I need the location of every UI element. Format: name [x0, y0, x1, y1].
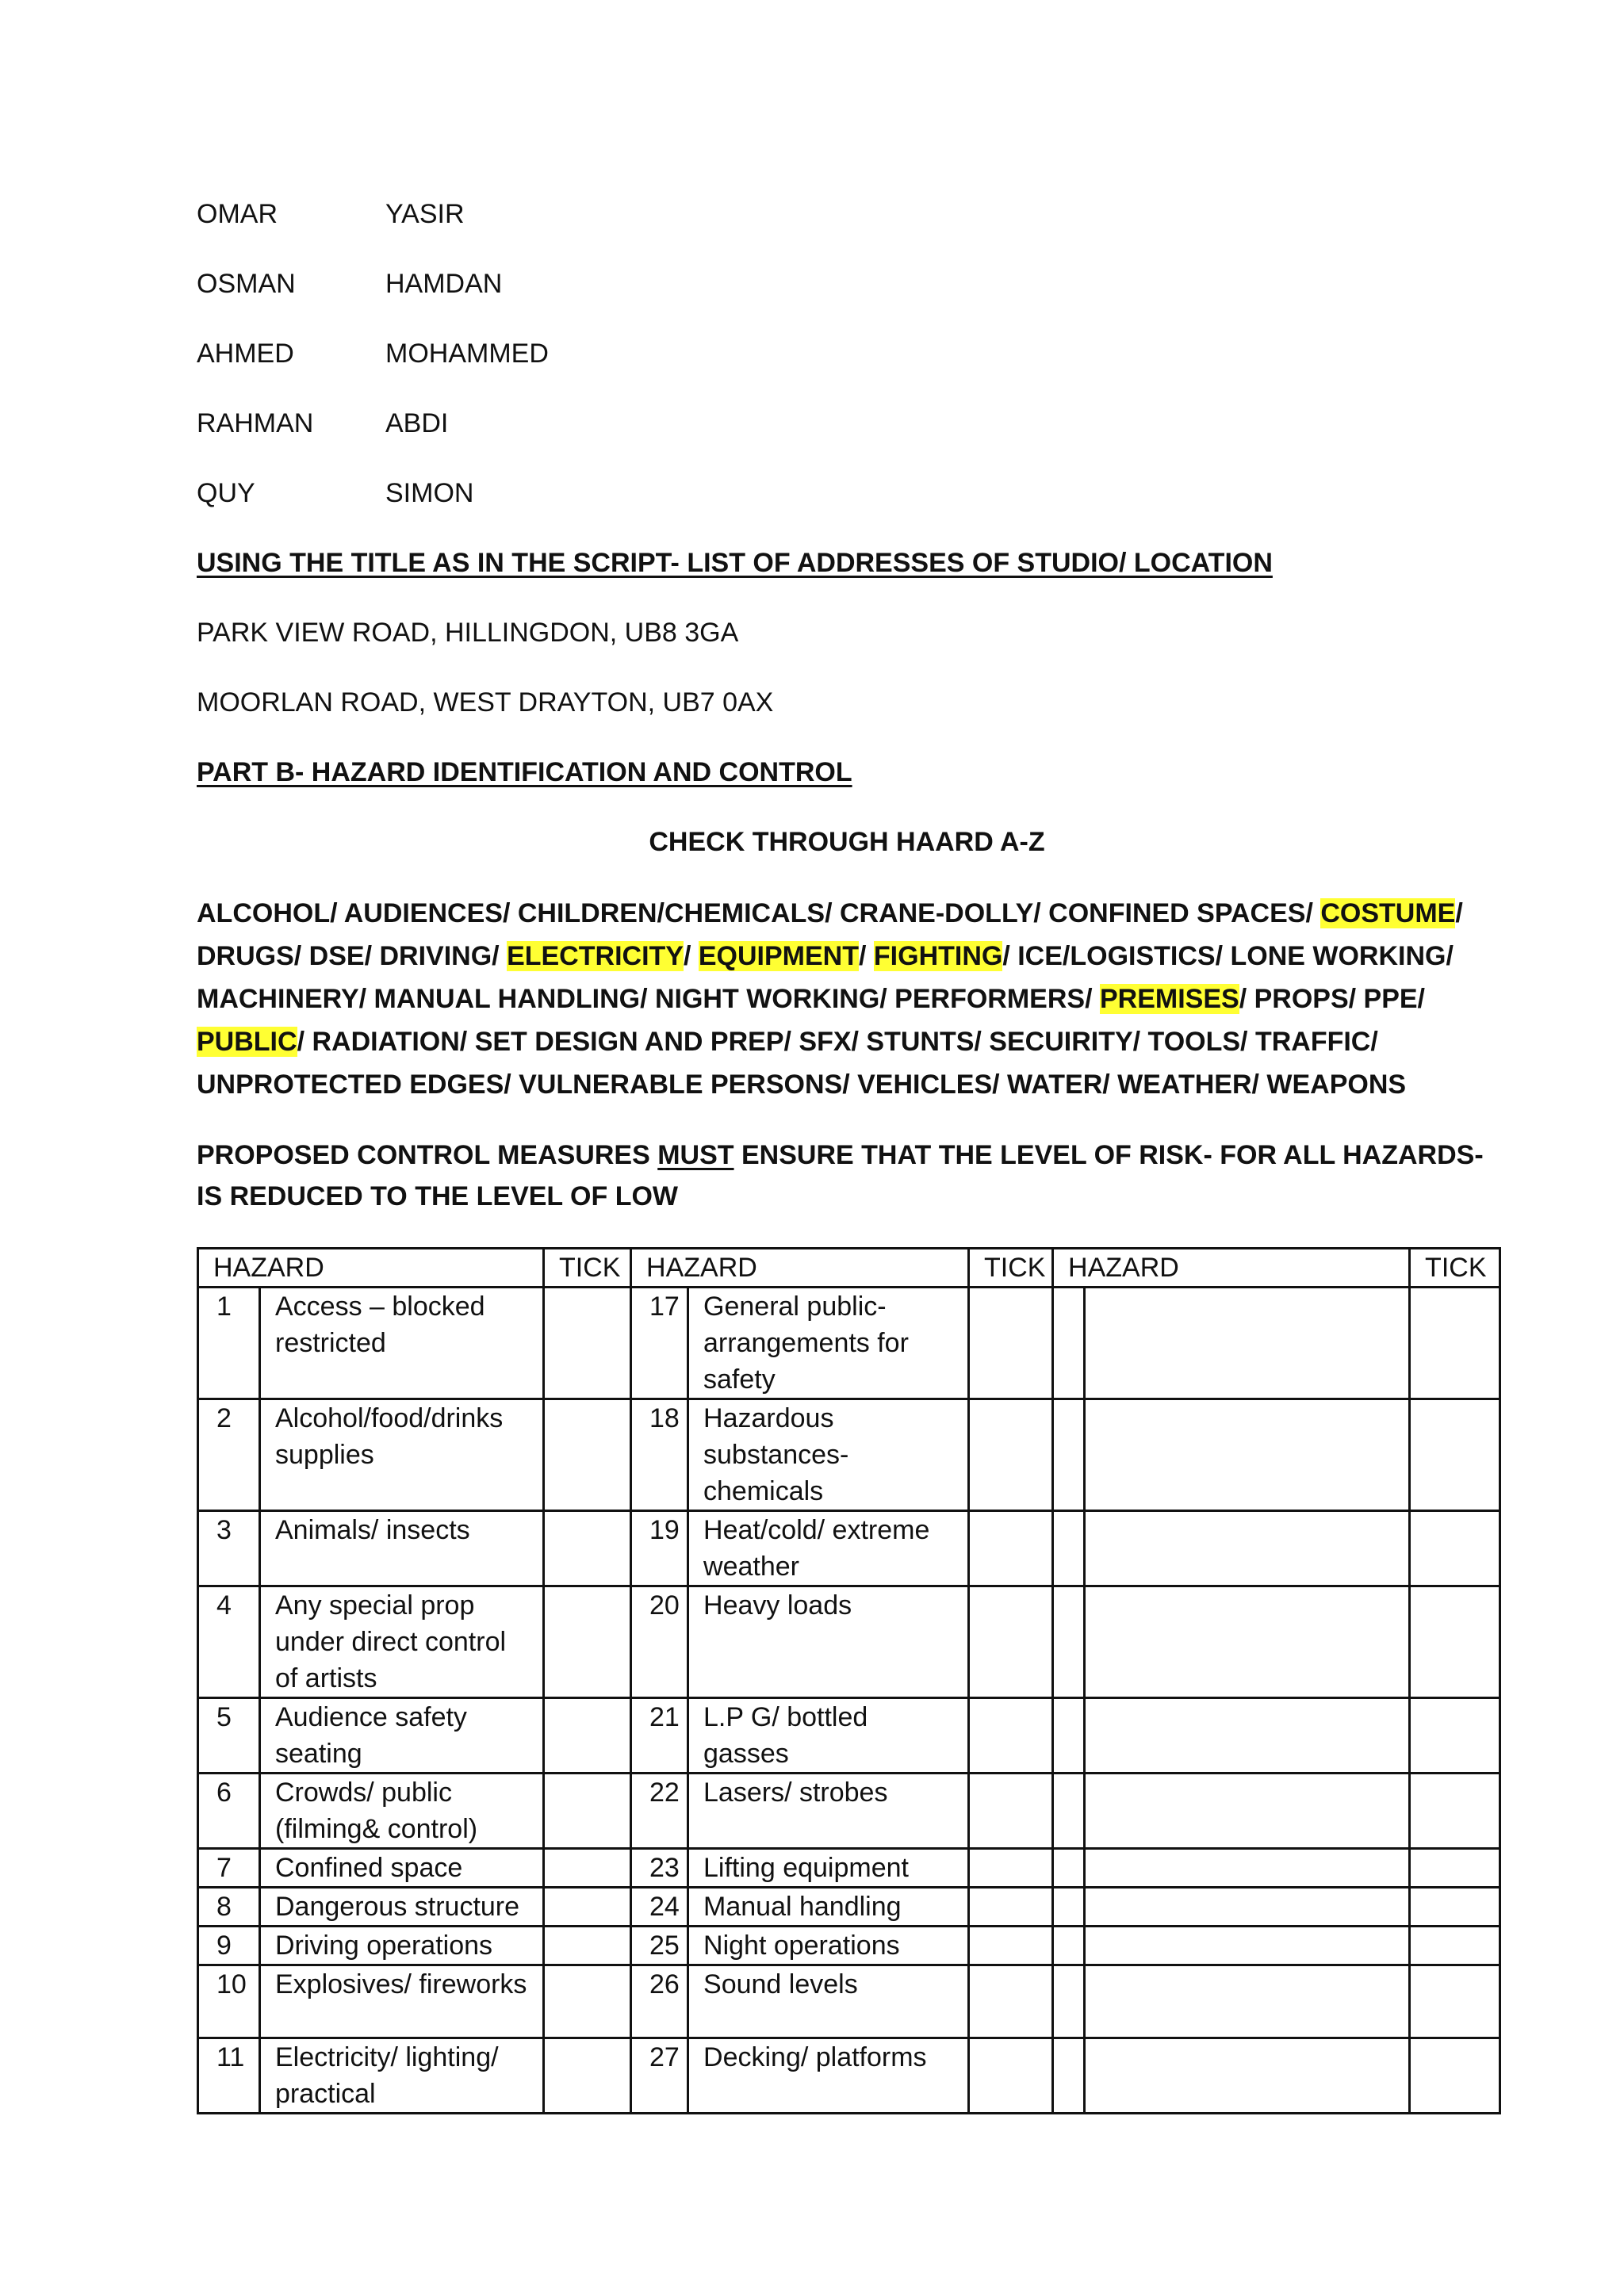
tick-cell[interactable] — [1410, 1698, 1500, 1774]
hazard-name: Electricity/ lighting/ practical — [260, 2038, 544, 2114]
tick-cell[interactable] — [1410, 1965, 1500, 2038]
highlighted-hazard: FIGHTING — [873, 941, 1003, 971]
last-name: MOHAMMED — [385, 339, 549, 369]
hazard-text: / DRUGS/ DSE/ DRIVING/ — [197, 898, 1463, 971]
first-name: RAHMAN — [197, 408, 314, 438]
highlighted-hazard: EQUIPMENT — [698, 941, 859, 971]
tick-cell[interactable] — [544, 1586, 631, 1698]
table-row — [198, 1849, 1500, 1888]
first-name: AHMED — [197, 339, 294, 369]
address-line: MOORLAN ROAD, WEST DRAYTON, UB7 0AX — [197, 687, 774, 718]
document-page — [197, 194, 1497, 2114]
tick-cell[interactable] — [1410, 1399, 1500, 1511]
table-row — [198, 1965, 1500, 2038]
tick-column-header: TICK — [969, 1249, 1053, 1288]
hazard-number: 25 — [631, 1927, 688, 1965]
hazard-name: Any special prop under direct control of artists — [260, 1586, 544, 1698]
tick-cell[interactable] — [544, 1849, 631, 1888]
tick-cell[interactable] — [1410, 1288, 1500, 1399]
part-b-heading: PART B- HAZARD IDENTIFICATION AND CONTROL — [197, 757, 852, 787]
hazard-name — [1085, 1927, 1410, 1965]
hazard-name — [1085, 1774, 1410, 1849]
hazard-name: Animals/ insects — [260, 1511, 544, 1586]
hazard-name: Driving operations — [260, 1927, 544, 1965]
tick-cell[interactable] — [544, 1965, 631, 2038]
hazard-name — [1085, 1698, 1410, 1774]
hazard-number: 11 — [198, 2038, 260, 2114]
hazard-text: ALCOHOL/ AUDIENCES/ CHILDREN/CHEMICALS/ CRANE-DOLLY/ CONFINED SPACES/ — [197, 898, 1321, 928]
hazard-number: 2 — [198, 1399, 260, 1511]
tick-column-header: TICK — [544, 1249, 631, 1288]
tick-cell[interactable] — [969, 2038, 1053, 2114]
hazard-name: Manual handling — [688, 1888, 969, 1927]
tick-cell[interactable] — [544, 2038, 631, 2114]
hazard-name: Sound levels — [688, 1965, 969, 2038]
hazard-number: 9 — [198, 1927, 260, 1965]
hazard-number: 17 — [631, 1288, 688, 1399]
hazard-number — [1053, 1586, 1085, 1698]
tick-cell[interactable] — [544, 1888, 631, 1927]
tick-cell[interactable] — [1410, 2038, 1500, 2114]
hazard-name — [1085, 1399, 1410, 1511]
tick-cell[interactable] — [969, 1849, 1053, 1888]
tick-cell[interactable] — [969, 1399, 1053, 1511]
hazard-number — [1053, 1698, 1085, 1774]
hazard-column-header: HAZARD — [198, 1249, 544, 1288]
hazard-name — [1085, 1511, 1410, 1586]
hazard-number — [1053, 1511, 1085, 1586]
tick-cell[interactable] — [1410, 1849, 1500, 1888]
tick-cell[interactable] — [969, 1288, 1053, 1399]
hazard-name: Heat/cold/ extreme weather — [688, 1511, 969, 1586]
hazard-number — [1053, 1965, 1085, 2038]
address-line: PARK VIEW ROAD, HILLINGDON, UB8 3GA — [197, 618, 739, 648]
tick-column-header: TICK — [1410, 1249, 1500, 1288]
table-row — [198, 1586, 1500, 1698]
hazard-a-z-list — [197, 892, 1497, 1106]
first-name: QUY — [197, 478, 255, 508]
hazard-number: 26 — [631, 1965, 688, 2038]
hazard-column-header: HAZARD — [631, 1249, 969, 1288]
hazard-number: 5 — [198, 1698, 260, 1774]
hazard-text: / RADIATION/ SET DESIGN AND PREP/ SFX/ STUNTS/ SECUIRITY/ TOOLS/ TRAFFIC/ UNPROTECTED EDGES/ VULNERABLE PERSONS/ VEHICLES/ WATER/ WEATHER/ WEAPONS — [197, 1027, 1407, 1100]
table-row — [198, 2038, 1500, 2114]
hazard-number: 10 — [198, 1965, 260, 2038]
tick-cell[interactable] — [969, 1511, 1053, 1586]
hazard-name — [1085, 1288, 1410, 1399]
first-name: OSMAN — [197, 269, 296, 299]
hazard-number: 7 — [198, 1849, 260, 1888]
hazard-number — [1053, 1288, 1085, 1399]
name-row — [197, 473, 1497, 543]
hazard-column-header: HAZARD — [1053, 1249, 1410, 1288]
tick-cell[interactable] — [544, 1511, 631, 1586]
hazard-number — [1053, 1888, 1085, 1927]
hazard-number — [1053, 1399, 1085, 1511]
hazard-number: 22 — [631, 1774, 688, 1849]
hazard-name — [1085, 1888, 1410, 1927]
hazard-number: 4 — [198, 1586, 260, 1698]
hazard-number: 24 — [631, 1888, 688, 1927]
tick-cell[interactable] — [1410, 1586, 1500, 1698]
hazard-name — [1085, 1586, 1410, 1698]
hazard-number — [1053, 1774, 1085, 1849]
tick-cell[interactable] — [544, 1774, 631, 1849]
hazard-name: Night operations — [688, 1927, 969, 1965]
hazard-number: 8 — [198, 1888, 260, 1927]
tick-cell[interactable] — [969, 1965, 1053, 2038]
name-row — [197, 334, 1497, 404]
tick-cell[interactable] — [1410, 1774, 1500, 1849]
hazard-name: Alcohol/food/drinks supplies — [260, 1399, 544, 1511]
hazard-number: 20 — [631, 1586, 688, 1698]
names-list — [197, 194, 1497, 543]
hazard-name: Hazardous substances- chemicals — [688, 1399, 969, 1511]
highlighted-hazard: ELECTRICITY — [507, 941, 684, 971]
hazard-name — [1085, 1965, 1410, 2038]
hazard-name: Crowds/ public (filming& control) — [260, 1774, 544, 1849]
table-row — [198, 1511, 1500, 1586]
hazard-name: Access – blocked restricted — [260, 1288, 544, 1399]
hazard-number: 6 — [198, 1774, 260, 1849]
hazard-name — [1085, 1849, 1410, 1888]
hazard-number: 21 — [631, 1698, 688, 1774]
tick-cell[interactable] — [969, 1774, 1053, 1849]
table-row — [198, 1888, 1500, 1927]
tick-cell[interactable] — [969, 1888, 1053, 1927]
table-row — [198, 1399, 1500, 1511]
tick-cell[interactable] — [544, 1927, 631, 1965]
addresses-heading: USING THE TITLE AS IN THE SCRIPT- LIST OF ADDRESSES OF STUDIO/ LOCATION — [197, 548, 1273, 578]
last-name: YASIR — [385, 199, 465, 229]
hazard-name: General public- arrangements for safety — [688, 1288, 969, 1399]
hazard-name: Audience safety seating — [260, 1698, 544, 1774]
tick-cell[interactable] — [969, 1927, 1053, 1965]
last-name: SIMON — [385, 478, 474, 508]
name-row — [197, 264, 1497, 334]
must-emphasis: MUST — [657, 1140, 734, 1170]
statement-text: ENSURE THAT THE LEVEL OF RISK- FOR ALL HAZARDS- IS REDUCED TO THE LEVEL OF LOW — [197, 1140, 1484, 1211]
hazard-name: Heavy loads — [688, 1586, 969, 1698]
table-header-row — [198, 1249, 1500, 1288]
highlighted-hazard: PUBLIC — [197, 1027, 297, 1057]
hazard-name: Dangerous structure — [260, 1888, 544, 1927]
hazard-name: Lasers/ strobes — [688, 1774, 969, 1849]
tick-cell[interactable] — [1410, 1927, 1500, 1965]
table-row — [198, 1927, 1500, 1965]
hazard-number: 1 — [198, 1288, 260, 1399]
last-name: ABDI — [385, 408, 449, 438]
hazard-number: 18 — [631, 1399, 688, 1511]
first-name: OMAR — [197, 199, 278, 229]
hazard-table — [197, 1247, 1501, 2114]
tick-cell[interactable] — [969, 1586, 1053, 1698]
hazard-name — [1085, 2038, 1410, 2114]
hazard-text: / ICE/LOGISTICS/ LONE WORKING/ MACHINERY/ MANUAL HANDLING/ NIGHT WORKING/ PERFORMERS/ — [197, 941, 1454, 1014]
hazard-name: Confined space — [260, 1849, 544, 1888]
highlighted-hazard: COSTUME — [1320, 898, 1456, 928]
tick-cell[interactable] — [544, 1399, 631, 1511]
highlighted-hazard: PREMISES — [1099, 984, 1239, 1014]
hazard-number — [1053, 1849, 1085, 1888]
hazard-name: Decking/ platforms — [688, 2038, 969, 2114]
hazard-text: / PROPS/ PPE/ — [1239, 984, 1426, 1014]
hazard-number — [1053, 1927, 1085, 1965]
hazard-number: 23 — [631, 1849, 688, 1888]
hazard-name: Lifting equipment — [688, 1849, 969, 1888]
tick-cell[interactable] — [969, 1698, 1053, 1774]
hazard-table-body — [198, 1288, 1500, 2114]
control-measures-statement — [197, 1135, 1497, 1217]
hazard-number — [1053, 2038, 1085, 2114]
tick-cell[interactable] — [544, 1698, 631, 1774]
check-heading: CHECK THROUGH HAARD A-Z — [649, 827, 1045, 857]
hazard-number: 3 — [198, 1511, 260, 1586]
name-row — [197, 404, 1497, 473]
name-row — [197, 194, 1497, 264]
hazard-name: Explosives/ fireworks — [260, 1965, 544, 2038]
statement-text: PROPOSED CONTROL MEASURES — [197, 1140, 658, 1170]
hazard-text: / — [859, 941, 874, 971]
table-row — [198, 1774, 1500, 1849]
table-row — [198, 1698, 1500, 1774]
tick-cell[interactable] — [1410, 1888, 1500, 1927]
tick-cell[interactable] — [544, 1288, 631, 1399]
hazard-number: 27 — [631, 2038, 688, 2114]
hazard-number: 19 — [631, 1511, 688, 1586]
hazard-name: L.P G/ bottled gasses — [688, 1698, 969, 1774]
table-row — [198, 1288, 1500, 1399]
hazard-text: / — [683, 941, 699, 971]
last-name: HAMDAN — [385, 269, 503, 299]
tick-cell[interactable] — [1410, 1511, 1500, 1586]
